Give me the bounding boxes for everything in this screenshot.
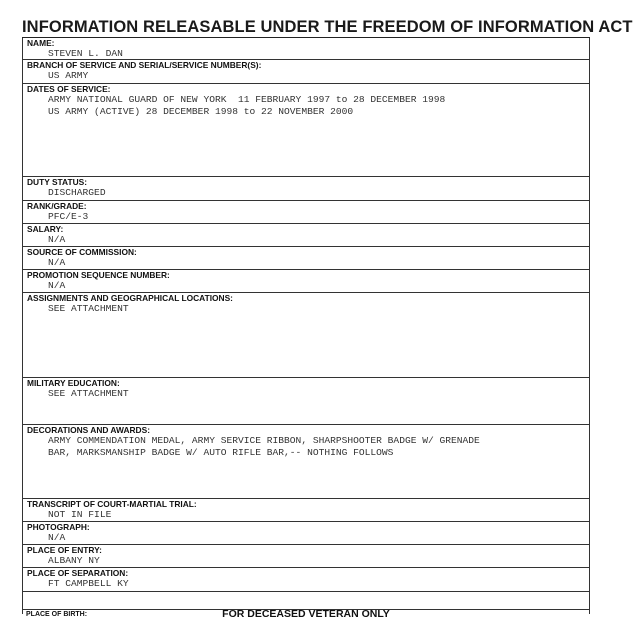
field-value: N/A — [48, 257, 66, 268]
field-source-of-commission — [23, 247, 589, 270]
field-branch — [23, 60, 589, 84]
field-label: DECORATIONS AND AWARDS: — [27, 425, 150, 435]
field-label: DUTY STATUS: — [27, 177, 88, 187]
field-label: SOURCE OF COMMISSION: — [27, 247, 137, 257]
field-label: PLACE OF ENTRY: — [27, 545, 102, 555]
field-value: ARMY COMMENDATION MEDAL, ARMY SERVICE RIBBON, SHARPSHOOTER BADGE W/ GRENADE — [48, 435, 480, 446]
field-value: STEVEN L. DAN — [48, 48, 123, 59]
field-value: N/A — [48, 280, 66, 291]
field-rank-grade — [23, 201, 589, 224]
field-assignments — [23, 293, 589, 378]
field-military-education — [23, 378, 589, 425]
field-value: N/A — [48, 532, 66, 543]
field-value: DISCHARGED — [48, 187, 106, 198]
field-promotion-sequence — [23, 270, 589, 293]
field-label: TRANSCRIPT OF COURT-MARTIAL TRIAL: — [27, 499, 197, 509]
field-value: ALBANY NY — [48, 555, 100, 566]
field-value: BAR, MARKSMANSHIP BADGE W/ AUTO RIFLE BAR,-- NOTHING FOLLOWS — [48, 447, 394, 458]
deceased-section-title: FOR DECEASED VETERAN ONLY — [222, 608, 390, 620]
field-label: RANK/GRADE: — [27, 201, 87, 211]
field-value: FT CAMPBELL KY — [48, 578, 129, 589]
field-place-of-separation — [23, 568, 589, 592]
form-title: INFORMATION RELEASABLE UNDER THE FREEDOM OF INFORMATION ACT — [22, 18, 633, 36]
field-salary — [23, 224, 589, 247]
field-label: BRANCH OF SERVICE AND SERIAL/SERVICE NUMBER(S): — [27, 60, 262, 70]
field-duty-status — [23, 177, 589, 201]
field-label: SALARY: — [27, 224, 64, 234]
foia-form-page — [22, 18, 633, 620]
field-value: ARMY NATIONAL GUARD OF NEW YORK 11 FEBRUARY 1997 to 28 DECEMBER 1998 — [48, 94, 446, 105]
place-of-birth-label: PLACE OF BIRTH: — [26, 611, 88, 618]
field-value: SEE ATTACHMENT — [48, 388, 129, 399]
section-divider — [22, 609, 590, 610]
field-value: N/A — [48, 234, 66, 245]
field-value: NOT IN FILE — [48, 509, 112, 520]
field-court-martial — [23, 499, 589, 522]
field-photograph — [23, 522, 589, 545]
field-value: PFC/E-3 — [48, 211, 89, 222]
field-label: DATES OF SERVICE: — [27, 84, 111, 94]
field-value: US ARMY — [48, 70, 89, 81]
field-value: SEE ATTACHMENT — [48, 303, 129, 314]
field-label: PHOTOGRAPH: — [27, 522, 90, 532]
field-label: ASSIGNMENTS AND GEOGRAPHICAL LOCATIONS: — [27, 293, 233, 303]
field-name — [23, 38, 589, 60]
field-label: MILITARY EDUCATION: — [27, 378, 120, 388]
field-value: US ARMY (ACTIVE) 28 DECEMBER 1998 to 22 NOVEMBER 2000 — [48, 106, 354, 117]
field-label: NAME: — [27, 38, 55, 48]
field-place-of-entry — [23, 545, 589, 568]
field-dates-of-service — [23, 84, 589, 177]
field-decorations-awards — [23, 425, 589, 499]
field-label: PROMOTION SEQUENCE NUMBER: — [27, 270, 170, 280]
field-label: PLACE OF SEPARATION: — [27, 568, 129, 578]
